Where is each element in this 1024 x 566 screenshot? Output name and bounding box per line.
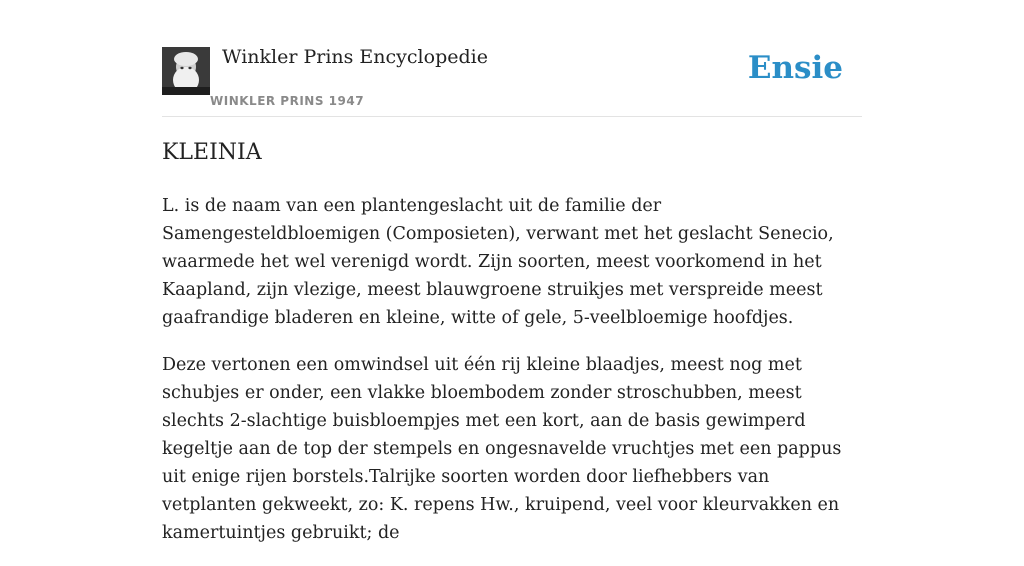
brand-logo[interactable]: Ensie: [747, 50, 843, 86]
site-header: [162, 44, 862, 117]
paragraph: Deze vertonen een omwindsel uit één rij kleine blaadjes, meest nog met schubjes er onder, een vlakke bloembodem zonder stroschubben, meest slechts 2-slachtige buisbloempjes met een kort, aan de basis gewimperd kegeltje aan de top der stempels en ongesnavelde vruchtjes met een pappus uit enige rijen borstels.Talrijke soorten worden door liefhebbers van vetplanten gekweekt, zo: K. repens Hw., kruipend, veel voor kleurvakken en kamertuintjes gebruikt; de: [162, 355, 842, 543]
bearded-man-portrait-icon: [162, 47, 210, 95]
site-subtitle[interactable]: WINKLER PRINS 1947: [210, 94, 365, 108]
article-body: [162, 192, 858, 566]
paragraph: L. is de naam van een plantengeslacht uit de familie der Samengesteldbloemigen (Composieten), verwant met het geslacht Senecio, waarmede het wel verenigd wordt. Zijn soorten, meest voorkomend in het Kaapland, zijn vlezige, meest blauwgroene struikjes met verspreide meest gaafrandige bladeren en kleine, witte of gele, 5-veelbloemige hoofdjes.: [162, 196, 834, 328]
article-title: KLEINIA: [162, 140, 262, 165]
site-name[interactable]: Winkler Prins Encyclopedie: [222, 46, 488, 68]
author-avatar[interactable]: [162, 47, 210, 95]
